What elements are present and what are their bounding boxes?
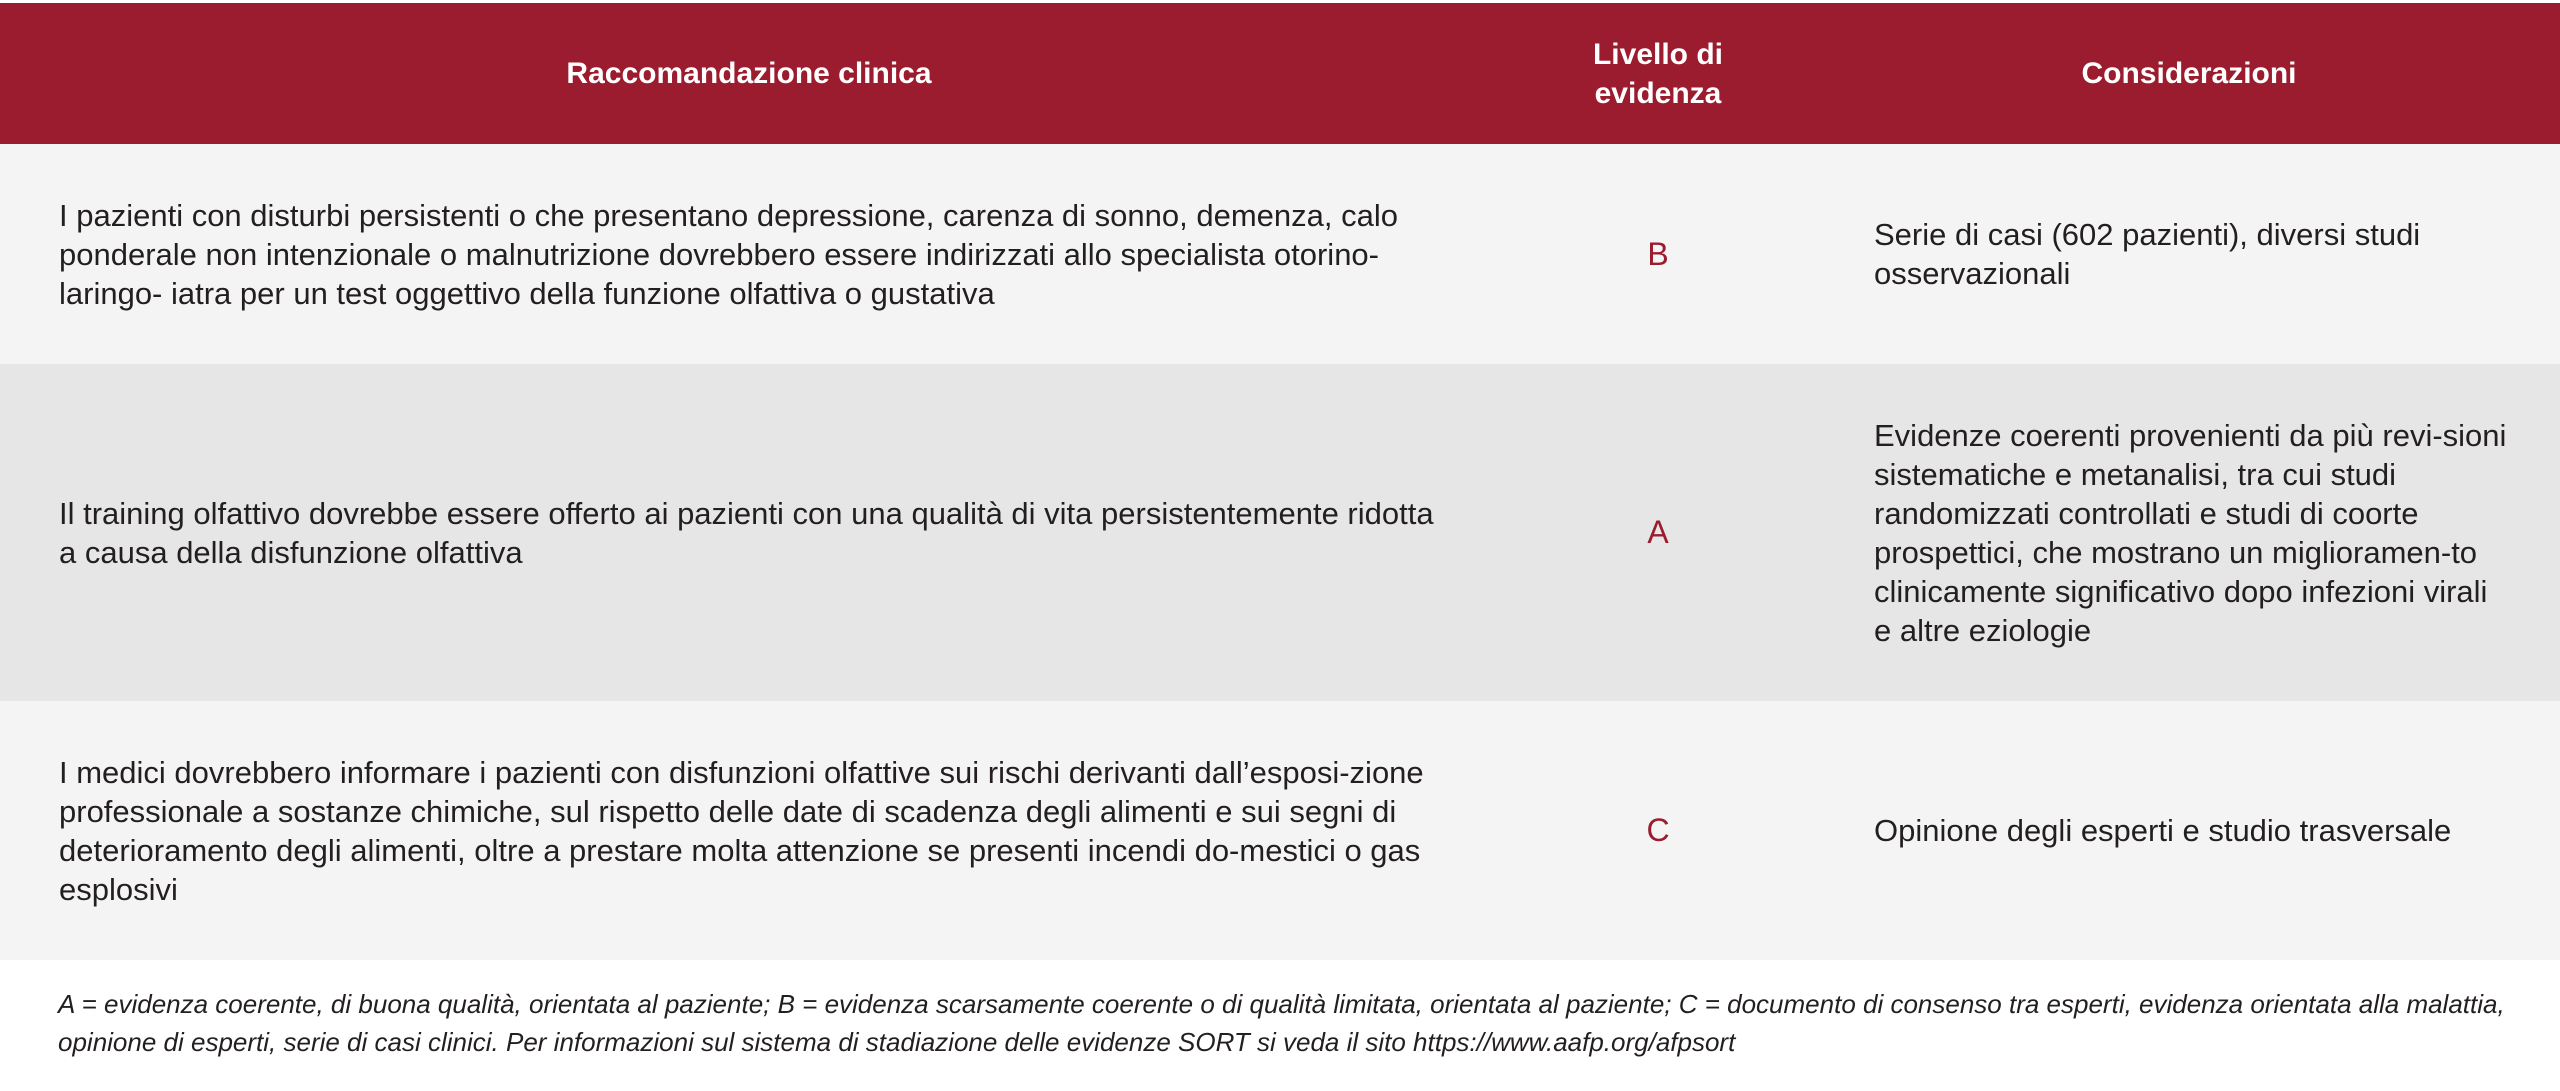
considerations-cell: Serie di casi (602 pazienti), diversi studi osservazionali bbox=[1874, 217, 2421, 291]
table-footnote: A = evidenza coerente, di buona qualità, orientata al paziente; B = evidenza scarsamente coerente o di qualità limitata, orientata al paziente; C = documento di consenso tra esperti, evidenza orientata alla malattia, opinione di esperti, serie di casi clinici. Per informazioni sul sistema di stadiazione delle evidenze SORT si veda il sito https://www.aafp.org/afpsort bbox=[58, 989, 2505, 1057]
table-row bbox=[0, 144, 2560, 364]
header-level-label: Livello di evidenza bbox=[1592, 37, 1724, 110]
recommendation-cell: I medici dovrebbero informare i pazienti con disfunzioni olfattive sui rischi derivanti dall’esposi-zione professionale a sostanze chimiche, sul rispetto delle date di scadenza degli alimenti e sui segni di deterioramento degli alimenti, oltre a prestare molta attenzione se presenti incendi do-mestici o gas esplosivi bbox=[59, 754, 1424, 907]
header-recommendation: Raccomandazione clinica bbox=[566, 57, 932, 90]
header-considerations: Considerazioni bbox=[2081, 57, 2297, 90]
level-cell: B bbox=[1647, 235, 1669, 272]
level-cell: C bbox=[1646, 812, 1670, 848]
table-row bbox=[0, 701, 2560, 960]
level-cell: A bbox=[1647, 514, 1669, 550]
recommendations-table bbox=[0, 3, 2560, 960]
table-header bbox=[0, 3, 2560, 144]
considerations-cell: Evidenze coerenti provenienti da più revi-sioni sistematiche e metanalisi, tra cui studi randomizzati controllati e studi di coorte prospettici, che mostrano un miglioramen-to clinicamente significativo dopo infezioni virali e altre eziologie bbox=[1874, 417, 2507, 648]
considerations-cell: Opinione degli esperti e studio trasversale bbox=[1874, 813, 2452, 848]
recommendation-cell: Il training olfattivo dovrebbe essere offerto ai pazienti con una qualità di vita persistentemente ridotta a causa della disfunzione olfattiva bbox=[59, 495, 1434, 570]
table-row bbox=[0, 364, 2560, 701]
recommendation-cell: I pazienti con disturbi persistenti o che presentano depressione, carenza di sonno, demenza, calo ponderale non intenzionale o malnutrizione dovrebbero essere indirizzati allo specialista otorino-laringo- iatra per un test oggettivo della funzione olfattiva o gustativa bbox=[59, 197, 1398, 311]
header-level bbox=[1498, 35, 1818, 113]
